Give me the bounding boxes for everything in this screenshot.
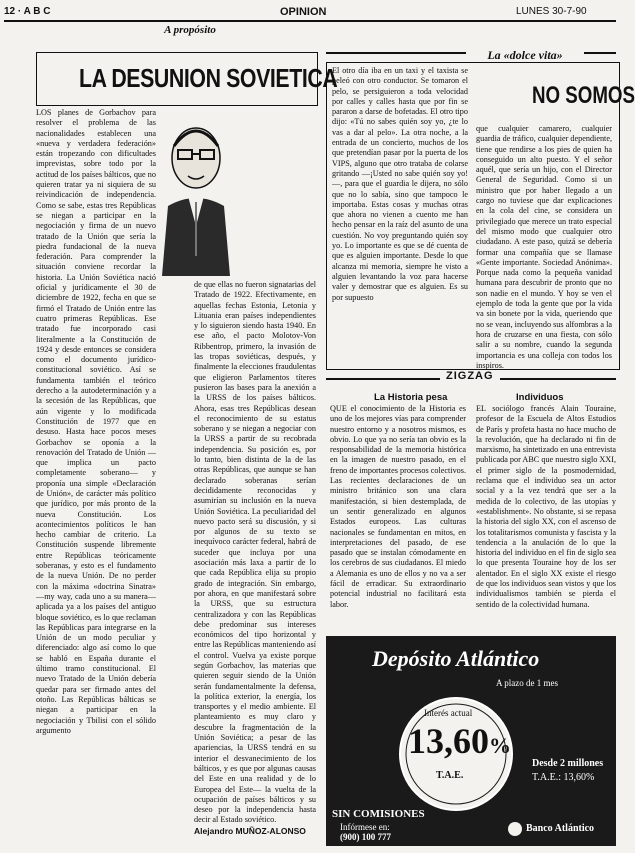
dolce-column-2 [476,124,612,370]
ad-term: A plazo de 1 mes [496,678,558,688]
zigzag-left-body: QUE el conocimiento de la Historia es uno de los mejores vías para comprender nuestro entorno y a nosotros mismos, es obvio. Lo que ya no sería tan obvio es la responsabilidad de la memoria histórica en la imagen de nuestro pasado, en el freno de importantes procesos colectivos. Las recientes declaraciones de un ministro británico son una clara manifestación, si bien destemplada, de un sentir generalizado en algunos Estados europeos. Las culturas nacionales se fundamentan en mitos, en interpretaciones del pasado, de ese pasado que se instalan cómodamente en los cerebros de sus ciudadanos. El miedo a Alemania es uno de ellos y no va a ser fácil de erradicar. Su extraordinario potencial industrial no facilitará esta labor. [330,404,466,609]
info-label: Infórmese en: [340,822,390,832]
zigzag-label: ZIGZAG [440,370,500,382]
from-tae: T.A.E.: 13,60% [532,772,595,783]
tae-label: T.A.E. [436,770,464,781]
phone-number: (900) 100 777 [340,832,391,842]
article-column-2 [194,280,316,825]
bank-name: Banco Atlántico [526,823,595,834]
header-rule [4,20,616,22]
dolce-body-col1: El otro día iba en un taxi y el taxista se peleó con otro conductor. Se tomaron el pelo, se persiguieron a toda velocidad por calles y calles hasta que por fin se pararon a darse de bofetadas. El otro tipo dijo: «Tú no sabes quién soy yo, ¿te lo vas a dar al pelo». La otra noche, a la entrada de un concierto, muchos de los que pretendían pasar por la puerta de los VIPS, alguno que otro trataba de colarse gritando —¡Usted no sabe quién soy yo!—, para que el guardia le dijera, no sólo que no lo sabía, sino que tampoco le importaba. Estas cosas y muchas otras que ahora no vienen a cuento me han hecho pensar en la raíz del asunto de una cuestión. No voy preguntando quién soy yo. Lo importante es que se dé cuenta de que es alguien importante. Desde lo que alcanza mi memoria, siempre he visto a alguien levantando la voz para hacerse valer y demostrar que es alguien. Es su por supuesto [332,66,468,302]
dolce-body-col2: que cualquier camarero, cualquier guardia de tráfico, cualquier dependiente, tiene que rendirse a los pies de quien ha conseguido un alto puesto. Y el señor aquél, que sería un hijo, con el Director General de Seguridad. Como si un ministro que por haber llegado a un cargo no tuviese que dar explicaciones en la cola del cine, se considera un privilegiado que merece un trato especial del mismo modo que cualquier otro ciudadano. A este paso, quizá se debería formar una compañía que se llamase «Gente importante. Sociedad Anónima». Porque nada como la pequeña vanidad humana para descubrir de pronto que no son nadie en el mundo. Y hoy se ven el ejemplo de toda la gente que por la vida va sin bonete por la vida, queriendo que no se vean, incluyendo sus alfombras a la hora de cruzarse en una fiesta, con sólo salir a su nombre, cuando la segunda importancia es una colleja con todos los inspiros. [476,124,612,370]
portrait-illustration [158,106,234,276]
article-kicker: A propósito [164,24,216,36]
title-box [36,52,338,106]
bank-logo-icon [508,822,522,836]
dolce-column-1 [332,66,468,364]
no-commissions: SIN COMISIONES [332,808,425,820]
section-label: OPINION [280,6,327,18]
column-title: La «dolce vita» [487,48,563,62]
paper-name: A B C [23,6,51,17]
article-title: LA DESUNION SOVIETICA [79,63,338,93]
bank-advertisement [326,636,616,846]
interest-label: Interés actual [424,708,473,718]
zigzag-right-title: Individuos [516,392,564,403]
page-number: 12 · A B C [4,6,51,17]
banner-text: NO SOMOS [532,82,635,109]
from-label: Desde 2 millones [532,758,604,769]
zigzag-left-title: La Historia pesa [374,392,448,403]
article-body-col1: LOS planes de Gorbachov para resolver el problema de las nacionalidades establecen una «nueva y verdadera federación» están tropezando con dificultades imprevistas, sobre todo por la actitud de los países bálticos, que no quieren tratar ya ni siquiera de su reivindicación de independencia. Como se sabe, estas tres Repúblicas se niegan a participar en la negociación y firma de un nuevo tratado de la Unión que sería la piedra fundacional de la nueva federación. Para comprender la situación conviene recordar la historia. La Unión Soviética nació oficial y jurídicamente el 30 de diciembre de 1922, fecha en que se firmó el Tratado de Unión entre las cuatro primeras Repúblicas. Ese tratado fue incorporado casi literalmente a la Constitución de 1924 y desde entonces se considera como el documento jurídico-constitucional soviético. Así se fundamenta también el teórico derecho a la autodeterminación y a la secesión de las Repúblicas, que aún vigente y lo modificada Constitución de 1977 que en desuso. Hasta hace pocos meses Gorbachov se oponía a la renovación del Tratado de Unión —que implica un pacto completamente soberano— y proponía una simple «Declaración de Unión», de carácter más político que jurídico, por más pronto de la nueva Constitución. Los acontecimientos políticos le han hecho cambiar de criterio. La Constitución suspende libremente entre Repúblicas teóricamente soberanas, y esto es el fundamento de la nueva Unión. De no perder con la máxima «doctrina Sinatra» —my way, cada uno a su manera— aplicada ya a los países del antiguo bloque soviético, es lo que reclaman las Repúblicas para integrarse en la Unión de un modo peculiar y diferenciado: algo así como lo que se habló en España durante el último tramo constitucional. El nuevo Tratado de la Unión debería quedar para ser firmado antes del otoño. Las Repúblicas bálticas se niegan a participar en la negociación y Tbilisi con el sólido argumento [36,108,156,735]
article-author: Alejandro MUÑOZ-ALONSO [194,826,306,836]
rate-value: 13,60% [408,721,511,761]
article-column-1 [36,108,156,824]
ad-brand: Depósito Atlántico [372,646,540,671]
article-body-col2: de que ellas no fueron signatarias del Tratado de 1922. Efectivamente, en aquellas fechas Estonia, Letonia y Lituania eran países independientes y lo siguieron siendo hasta 1940. En ese año, el pacto Molotov-Von Ribbentrop, primero, la invasión de las tropas soviéticas, después, y finalmente la elecciones fraudulentas que eligieron Parlamentos títeres pusieron las bases para la anexión a la URSS de los países bálticos. Ahora, esas tres Repúblicas desean el reconocimiento de su estatus soberano y se niegan a negociar con la URSS a partir de su recobrada independencia. Su posición es, por lo tanto, bien distinta de la de las otras Repúblicas, que aunque se han declarado soberanas serían decididamente reconocidas y asumirían su inclusión en la nueva Unión Soviética. La peculiaridad del nuevo pacto será su discusión, y si por algunos de su texto se inequívoco carácter federal, habrá de suceder que incluya por una asociación más laxa a partir de lo que cada República elija su propio grado de integración. Sin embargo, por ahora, en que manifestará sobre la URSS, que su estructura centralizadora y con las Repúblicas debe predominar sus intereses económicos del tipo horizontal y entre las Repúblicas manteniendo así el control. Vuelva ya existe porque según Gorbachov, las materias que quieren seguir siendo de la Unión serán fundamentalmente la defensa, la política exterior, la energía, los transportes y el medio ambiente. El planteamiento es muy claro y descubre la fragmentación de la Unión Soviética; a pesar de las apariencias, la URSS tendrá en su interior el desvanecimiento de los bálticos, y es que por algunas causas del Este en una realidad y de lo Europea del Este— la vuelta de la ocupación de países bálticos y su deseo por la independencia hasta decir al Estado soviético. [194,280,316,825]
issue-date: LUNES 30-7-90 [516,6,587,17]
zigzag-right-body: EL sociólogo francés Alain Touraine, profesor de la Escuela de Altos Estudios de París y profeta hasta no hace mucho de la revolución, que ha declarado ni fin de marxismo, ha sintetizado en una entrevista publicada por ABC que nuestro siglo XXI, el primer siglo de la posmodernidad, reclama que el individuo sea un actor social y a la vez tendrá que ser a la medida de lo colectivo, de las utopías y «establishment». No obstante, si se repasa la historia del siglo XX, con el ascenso de los totalitarismos comunista y fascista y la tendencia a la anulación de lo que la historia del individuo en el fin de siglo sea lo que presenta Touraine hoy de los ser alentador. En el siglo XX existe el riesgo de que los individuos sean vistos y que los individualismos también se pierda el sentido de la colectividad humana. [476,404,616,609]
